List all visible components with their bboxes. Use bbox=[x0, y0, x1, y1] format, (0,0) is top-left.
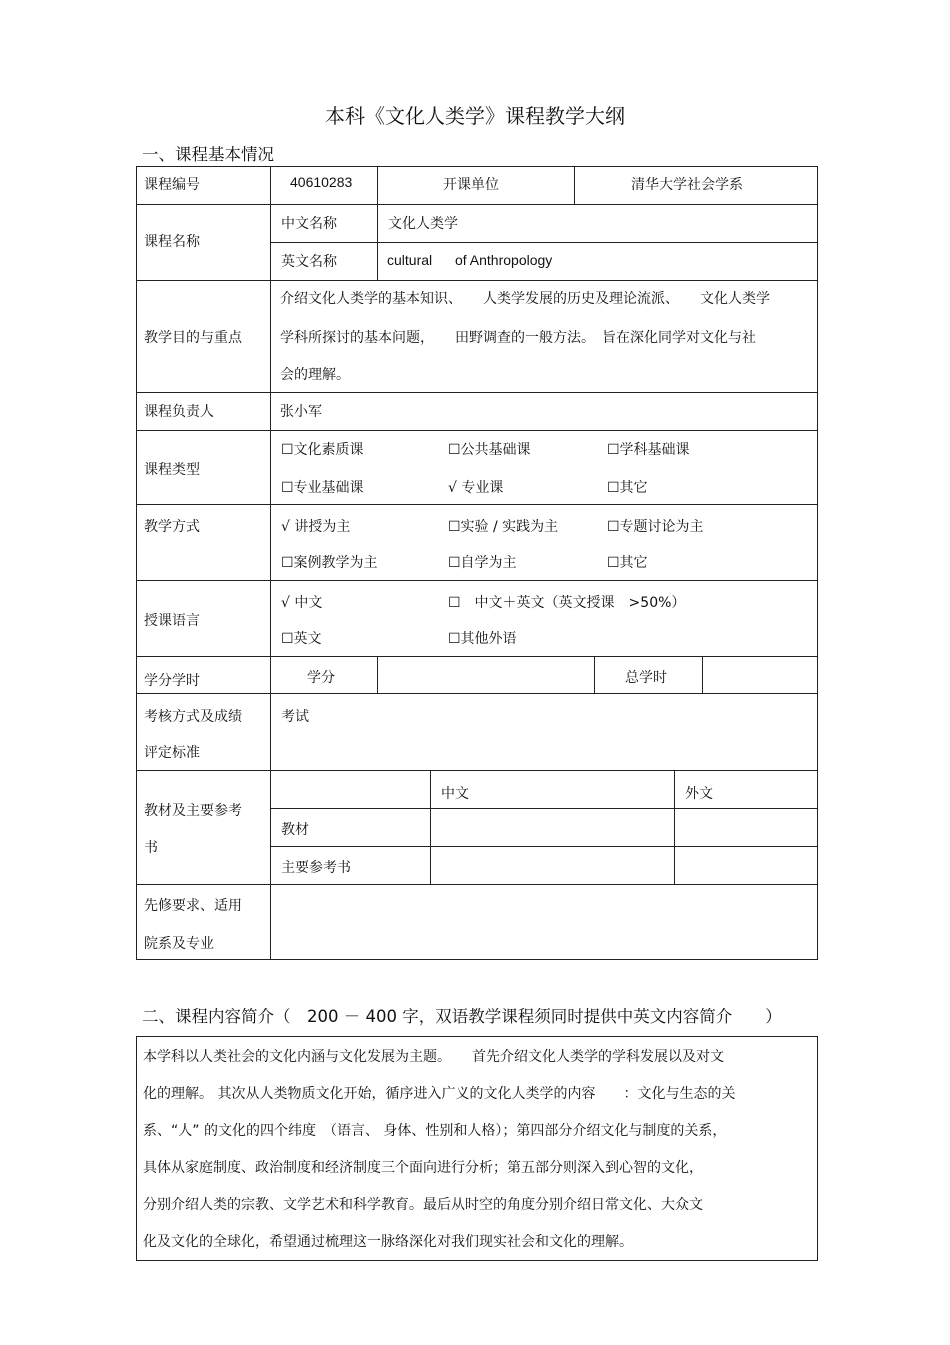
label-goal: 教学目的与重点 bbox=[144, 330, 242, 346]
course-type-option: √ 专业课 bbox=[448, 480, 504, 496]
label-prerequisites: 院系及专业 bbox=[144, 936, 214, 952]
summary-line: 分别介绍人类的宗教、文学艺术和科学教育。最后从时空的角度分别介绍日常文化、大众文 bbox=[143, 1197, 703, 1213]
label-total-hours: 总学时 bbox=[625, 670, 667, 686]
label-cn-name: 中文名称 bbox=[281, 216, 337, 232]
row-references: 主要参考书 bbox=[281, 860, 351, 876]
label-course-name: 课程名称 bbox=[144, 234, 200, 250]
language-option: ☐ 中文＋英文（英文授课 >50%） bbox=[448, 595, 686, 611]
summary-text bbox=[143, 1039, 808, 1261]
course-type-option: ☐公共基础课 bbox=[448, 442, 531, 458]
label-course-type: 课程类型 bbox=[144, 462, 200, 478]
language-option: √ 中文 bbox=[281, 595, 323, 611]
assessment-value: 考试 bbox=[281, 709, 309, 725]
page-title: 本科《文化人类学》课程教学大纲 bbox=[325, 104, 625, 128]
label-assessment: 评定标准 bbox=[144, 745, 200, 761]
label-assessment: 考核方式及成绩 bbox=[144, 709, 242, 725]
teaching-method-option: ☐实验 / 实践为主 bbox=[448, 519, 559, 535]
label-textbooks: 书 bbox=[144, 840, 158, 856]
course-type-option: ☐学科基础课 bbox=[607, 442, 690, 458]
language-option: ☐其他外语 bbox=[448, 631, 517, 647]
label-prerequisites: 先修要求、适用 bbox=[144, 898, 242, 914]
label-en-name: 英文名称 bbox=[281, 254, 337, 270]
course-type-option: ☐其它 bbox=[607, 480, 648, 496]
course-type-option: ☐专业基础课 bbox=[281, 480, 364, 496]
summary-line: 具体从家庭制度、政治制度和经济制度三个面向进行分析；第五部分则深入到心智的文化， bbox=[143, 1160, 703, 1176]
goal-line: 介绍文化人类学的基本知识、 人类学发展的历史及理论流派、 文化人类学 bbox=[280, 291, 770, 307]
teaching-method-option: ☐专题讨论为主 bbox=[607, 519, 704, 535]
label-credits-hours: 学分学时 bbox=[144, 673, 200, 689]
cn-name-value: 文化人类学 bbox=[388, 216, 458, 232]
section-heading-summary: 二、课程内容简介（ 200 － 400 字，双语教学课程须同时提供中英文内容简介 ） bbox=[142, 1007, 782, 1026]
section-heading-basic-info: 一、课程基本情况 bbox=[142, 145, 274, 164]
course-code-value: 40610283 bbox=[290, 174, 353, 190]
summary-line: 本学科以人类社会的文化内涵与文化发展为主题。 首先介绍文化人类学的学科发展以及对文 bbox=[143, 1049, 724, 1065]
goal-line: 学科所探讨的基本问题， 田野调查的一般方法。 旨在深化同学对文化与社 bbox=[280, 330, 756, 346]
teaching-method-option: ☐案例教学为主 bbox=[281, 555, 378, 571]
en-name-part-1: cultural bbox=[387, 252, 433, 268]
label-textbooks: 教材及主要参考 bbox=[144, 803, 242, 819]
dept-value: 清华大学社会学系 bbox=[631, 177, 743, 193]
label-teaching-method: 教学方式 bbox=[144, 519, 200, 535]
teaching-method-option: ☐自学为主 bbox=[448, 555, 517, 571]
label-credit: 学分 bbox=[307, 670, 335, 686]
label-language: 授课语言 bbox=[144, 613, 200, 629]
col-foreign: 外文 bbox=[685, 786, 713, 802]
summary-line: 系、“人” 的文化的四个纬度 （语言、 身体、性别和人格）；第四部分介绍文化与制度的关系， bbox=[143, 1123, 727, 1139]
label-dept: 开课单位 bbox=[443, 177, 499, 193]
label-owner: 课程负责人 bbox=[144, 404, 214, 420]
label-course-code: 课程编号 bbox=[144, 177, 200, 193]
en-name-part-2: of Anthropology bbox=[455, 252, 553, 268]
row-textbook: 教材 bbox=[281, 822, 309, 838]
col-chinese: 中文 bbox=[441, 786, 469, 802]
teaching-method-option: √ 讲授为主 bbox=[281, 519, 351, 535]
owner-value: 张小军 bbox=[280, 404, 322, 420]
language-option: ☐英文 bbox=[281, 631, 322, 647]
summary-line: 化的理解。 其次从人类物质文化开始，循序进入广义的文化人类学的内容 ：文化与生态的关 bbox=[143, 1086, 736, 1102]
goal-line: 会的理解。 bbox=[280, 367, 350, 383]
summary-line: 化及文化的全球化，希望通过梳理这一脉络深化对我们现实社会和文化的理解。 bbox=[143, 1234, 633, 1250]
course-type-option: ☐文化素质课 bbox=[281, 442, 364, 458]
teaching-method-option: ☐其它 bbox=[607, 555, 648, 571]
